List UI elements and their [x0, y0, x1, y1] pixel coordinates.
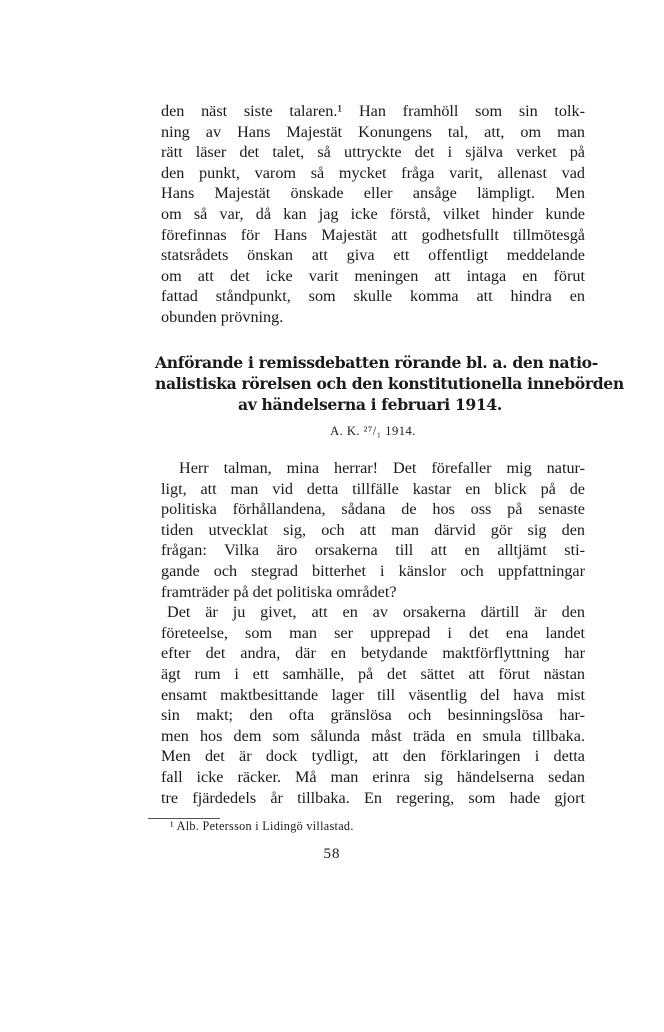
text-line: den näst siste talaren.¹ Han framhöll som sin tolk-: [161, 102, 585, 120]
section-heading: [155, 352, 624, 415]
text-line: framträder på det politiska området?: [161, 582, 397, 601]
heading-line: Anförande i remissdebatten rörande bl. a. den natio-: [155, 353, 598, 372]
text-line: frågan: Vilka äro orsakerna till att en alltjämt sti-: [161, 541, 585, 560]
text-line: sin makt; den ofta gränslösa och besinningslösa har-: [161, 706, 585, 725]
speech-date: A. K. ²⁷/₁ 1914.: [330, 424, 416, 438]
text-line: obunden prövning.: [161, 307, 284, 326]
paragraph-continued: [161, 101, 585, 328]
text-line: förefinnas för Hans Majestät att godhetsfullt tillmötesgå: [161, 225, 585, 244]
text-line: fattad ståndpunkt, som skulle komma att hindra en: [161, 287, 585, 306]
text-line: Men det är dock tydligt, att den förklaringen i detta: [161, 747, 585, 766]
text-line: men hos dem som sålunda måst träda en smula tillbaka.: [161, 726, 585, 745]
footnote: ¹ Alb. Petersson i Lidingö villastad.: [170, 819, 354, 833]
heading-line: av händelserna i februari 1914.: [238, 395, 502, 414]
text-line: ensamt maktbesittande lager till väsentlig del hava mist: [161, 685, 585, 704]
text-line: ligt, att man vid detta tillfälle kastar en blick på de: [161, 479, 585, 498]
text-line: den punkt, varom så mycket fråga varit, allenast vad: [161, 163, 585, 182]
text-line: fall icke räcker. Må man erinra sig händelserna sedan: [161, 767, 585, 786]
speech-body: [161, 458, 585, 808]
text-line: gande och stegrad bitterhet i känslor och uppfattningar: [161, 561, 585, 580]
heading-line: nalistiska rörelsen och den konstitutionella innebörden: [155, 374, 624, 393]
text-line: tre fjärdedels år tillbaka. En regering, som hade gjort: [161, 788, 585, 807]
text-line: Herr talman, mina herrar! Det förefaller mig natur-: [179, 459, 585, 477]
text-line: ägt rum i ett samhälle, på det sättet att förut nästan: [161, 664, 585, 683]
text-line: rätt läser det talet, så uttryckte det i själva verket på: [161, 143, 585, 162]
text-line: företeelse, som man ser upprepad i det ena landet: [161, 623, 585, 642]
page-number: 58: [323, 846, 341, 862]
text-line: ning av Hans Majestät Konungens tal, att, om man: [161, 122, 585, 141]
text-line: politiska förhållandena, sådana de hos oss på senaste: [161, 500, 585, 519]
text-line: statsrådets önskan att giva ett offentligt meddelande: [161, 246, 585, 265]
text-line: Hans Majestät önskade eller ansåge lämpligt. Men: [161, 184, 585, 203]
text-line: Det är ju givet, att en av orsakerna därtill är den: [167, 603, 585, 622]
text-line: efter det andra, där en betydande maktförflyttning har: [161, 644, 585, 663]
text-line: tiden utvecklat sig, och att man därvid gör sig den: [161, 520, 585, 539]
text-line: om att det icke varit meningen att intaga en förut: [161, 266, 585, 285]
text-line: om så var, då kan jag icke förstå, vilket hinder kunde: [161, 204, 585, 223]
